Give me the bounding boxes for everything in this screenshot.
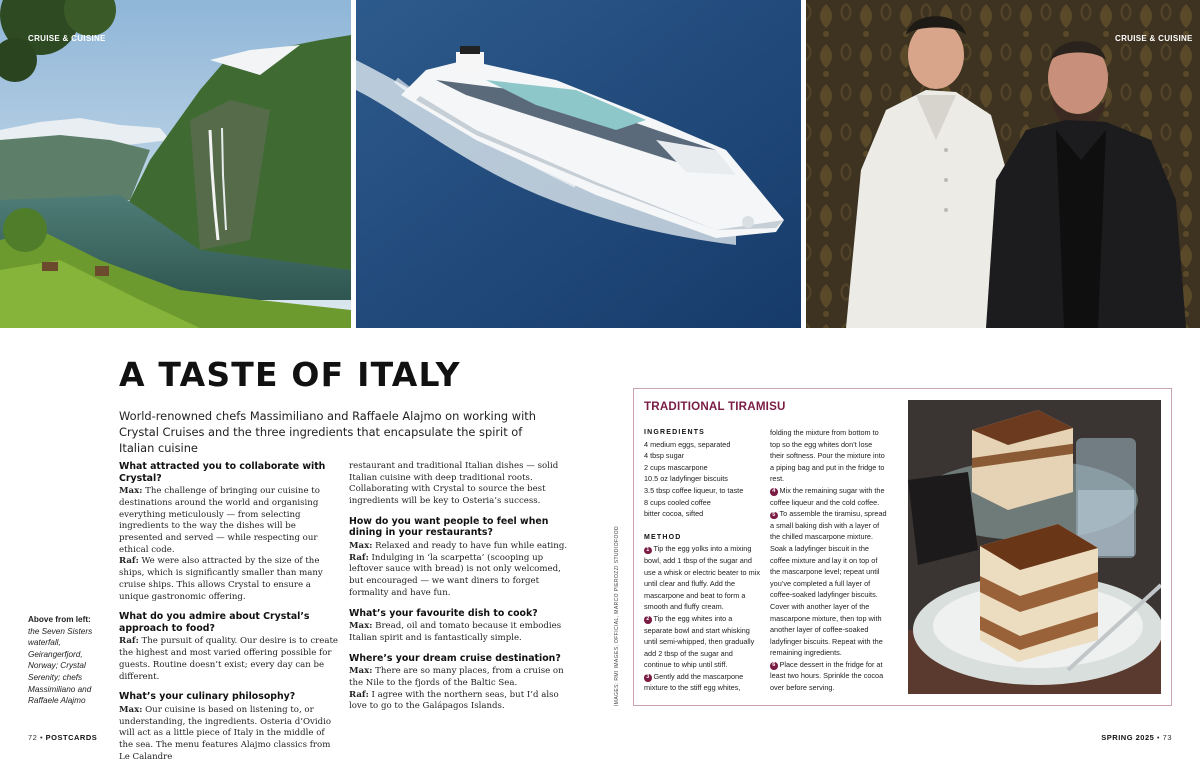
interview-answer xyxy=(119,556,339,603)
step-text: Place dessert in the fridge for at least two hours. Sprinkle the cocoa over before serving. xyxy=(770,659,884,693)
interview-answer xyxy=(119,705,339,764)
photo-seven-sisters-fjord xyxy=(0,0,351,328)
method-step-continued: folding the mixture from bottom to top so the egg whites don’t lose their softness. Pour the mixture into a piping bag and put in the fridge to rest. xyxy=(770,428,885,484)
ingredient-item: 10.5 oz ladyfinger biscuits xyxy=(644,474,728,484)
folio-right xyxy=(1101,733,1172,742)
step-text: Tip the egg whites into a separate bowl and start whisking until semi-whipped, then gradually add 2 tbsp of the sugar and continue to whip until stiff. xyxy=(644,613,755,670)
answer-text: Bread, oil and tomato because it embodies Italian spirit and is fantastically simple. xyxy=(349,621,562,643)
answer-text: We were also attracted by the size of the ships, which is significantly smaller than many cruise ships. This allows Crystal to ensure a unique gastronomic offering. xyxy=(119,556,323,602)
speaker-label: Raf: xyxy=(349,552,369,563)
interview-question: What attracted you to collaborate with Crystal? xyxy=(119,461,326,484)
ingredient-item: bitter cocoa, sifted xyxy=(644,509,704,519)
interview-question: How do you want people to feel when dining in your restaurants? xyxy=(349,515,549,539)
image-credit: IMAGES: RMI IMAGES, OFFICIAL, MARCO PIEROZZI STUDIOFOOD xyxy=(614,525,620,706)
interview-column-2 xyxy=(349,461,569,713)
recipe-column-1 xyxy=(644,427,762,694)
recipe-title: TRADITIONAL TIRAMISU xyxy=(644,400,786,413)
interview-answer xyxy=(349,690,569,713)
step-number-badge: 4 xyxy=(770,488,778,496)
answer-text: Relaxed and ready to have fun while eating. xyxy=(372,541,568,551)
interview-column-1 xyxy=(119,461,339,763)
method-step xyxy=(644,543,762,613)
method-step xyxy=(644,613,762,671)
method-heading: METHOD xyxy=(644,533,682,541)
step-number-badge: 1 xyxy=(644,547,652,555)
speaker-label: Raf: xyxy=(349,689,369,700)
step-number-badge: 2 xyxy=(644,616,652,624)
ingredients-heading: INGREDIENTS xyxy=(644,429,706,436)
ingredient-item: 3.5 tbsp coffee liqueur, to taste xyxy=(644,485,744,495)
step-text: Mix the remaining sugar with the coffee liqueur and the cold coffee. xyxy=(770,485,885,507)
interview-answer xyxy=(119,486,339,556)
interview-question: What’s your culinary philosophy? xyxy=(119,691,296,703)
method-step xyxy=(770,659,888,694)
section-tag-right: CRUISE & CUISINE xyxy=(1115,34,1193,43)
recipe-column-2 xyxy=(770,427,888,694)
interview-answer xyxy=(119,636,339,683)
interview-question: Where’s your dream cruise destination? xyxy=(349,652,561,664)
speaker-label: Raf: xyxy=(119,556,139,567)
method-step xyxy=(770,485,888,508)
article-headline: A TASTE OF ITALY xyxy=(119,355,461,394)
section-tag-left: CRUISE & CUISINE xyxy=(28,34,106,43)
ingredient-item: 4 medium eggs, separated xyxy=(644,439,731,449)
issue-name: SPRING 2025 xyxy=(1101,733,1155,742)
page-number: 73 xyxy=(1162,733,1172,742)
step-text: Gently add the mascarpone mixture to the stiff egg whites, xyxy=(644,671,744,693)
folio-separator: • xyxy=(1156,733,1161,742)
answer-text: Our cuisine is based on listening to, or understanding, the ingredients. Osteria d’Ovidio will act as a little piece of Italy in the middle of the sea. The menu features Alajmo classics from Le Calandre xyxy=(119,704,332,762)
page-number: 72 xyxy=(28,733,38,742)
ingredient-item: 4 tbsp sugar xyxy=(644,451,685,461)
answer-text: The pursuit of quality. Our desire is to create the highest and most varied offering possible for guests. Routine doesn’t exist; every day can be different. xyxy=(119,636,339,682)
ingredient-item: 2 cups mascarpone xyxy=(644,462,708,472)
step-number-badge: 5 xyxy=(770,512,778,520)
answer-continued: restaurant and traditional Italian dishes — solid Italian cuisine with deep traditional roots. Collaborating with Crystal to source the best ingredients will be key to Osteria’s success. xyxy=(349,461,559,507)
speaker-label: Max: xyxy=(119,704,143,715)
interview-answer xyxy=(349,621,569,644)
speaker-label: Max: xyxy=(349,541,373,551)
photo-caption xyxy=(28,614,100,707)
interview-answer xyxy=(349,553,569,600)
speaker-label: Max: xyxy=(349,621,373,632)
answer-text: The challenge of bringing our cuisine to destinations around the world and organising everything meticulously — from selecting ingredients to the way the dishes will be presented and served — while respecting our ethical code. xyxy=(119,486,320,555)
ingredient-item: 8 cups cooled coffee xyxy=(644,497,711,507)
interview-question: What’s your favourite dish to cook? xyxy=(349,607,538,619)
interview-answer xyxy=(349,666,569,689)
speaker-label: Max: xyxy=(119,486,143,497)
magazine-name: POSTCARDS xyxy=(45,733,98,742)
caption-lead: Above from left: xyxy=(28,615,91,624)
speaker-label: Max: xyxy=(349,666,373,677)
speaker-label: Raf: xyxy=(119,636,139,647)
interview-answer xyxy=(349,541,569,553)
article-standfirst: World-renowned chefs Massimiliano and Raffaele Alajmo on working with Crystal Cruises and the three ingredients that encapsulate the spirit of Italian cuisine xyxy=(119,409,536,455)
method-step xyxy=(770,508,888,659)
answer-text: There are so many places, from a cruise on the Nile to the fjords of the Baltic Sea. xyxy=(349,666,564,688)
folio-separator: • xyxy=(39,733,44,742)
photo-chefs-alajmo xyxy=(806,0,1200,328)
answer-text: I agree with the northern seas, but I’d also love to go to the Galápagos Islands. xyxy=(349,689,559,712)
method-step xyxy=(644,671,762,694)
photo-crystal-serenity-ship xyxy=(356,0,801,328)
answer-text: Indulging in ‘la scarpetta’ (scooping up leftover sauce with bread) is not only welcomed, but encouraged — we want diners to forget formality and have fun. xyxy=(349,552,561,598)
caption-text: the Seven Sisters waterfall, Geirangerfjord, Norway; Crystal Serenity; chefs Massimiliano and Raffaele Alajmo xyxy=(28,626,93,706)
photo-tiramisu xyxy=(908,400,1161,694)
folio-left xyxy=(28,733,97,742)
step-number-badge: 3 xyxy=(644,674,652,682)
interview-question: What do you admire about Crystal’s approach to food? xyxy=(119,611,310,634)
step-text: Tip the egg yolks into a mixing bowl, add 1 tbsp of the sugar and use a whisk or electric beater to mix until clear and fluffy. Add the mascarpone and beat to form a smooth and fluffy cream. xyxy=(644,544,760,612)
step-number-badge: 6 xyxy=(770,662,778,670)
step-text: To assemble the tiramisu, spread a small baking dish with a layer of the chilled mascarpone mixture. Soak a ladyfinger biscuit in the coffee mixture and lay it on top of the mascarpone level; repeat until you’ve completed a full layer of coffee-soaked ladyfinger biscuits. Cover with another layer of the mascarpone mixture, then top with another layer of coffee-soaked ladyfinger biscuits. Repeat with the remaining ingredients. xyxy=(770,509,887,658)
